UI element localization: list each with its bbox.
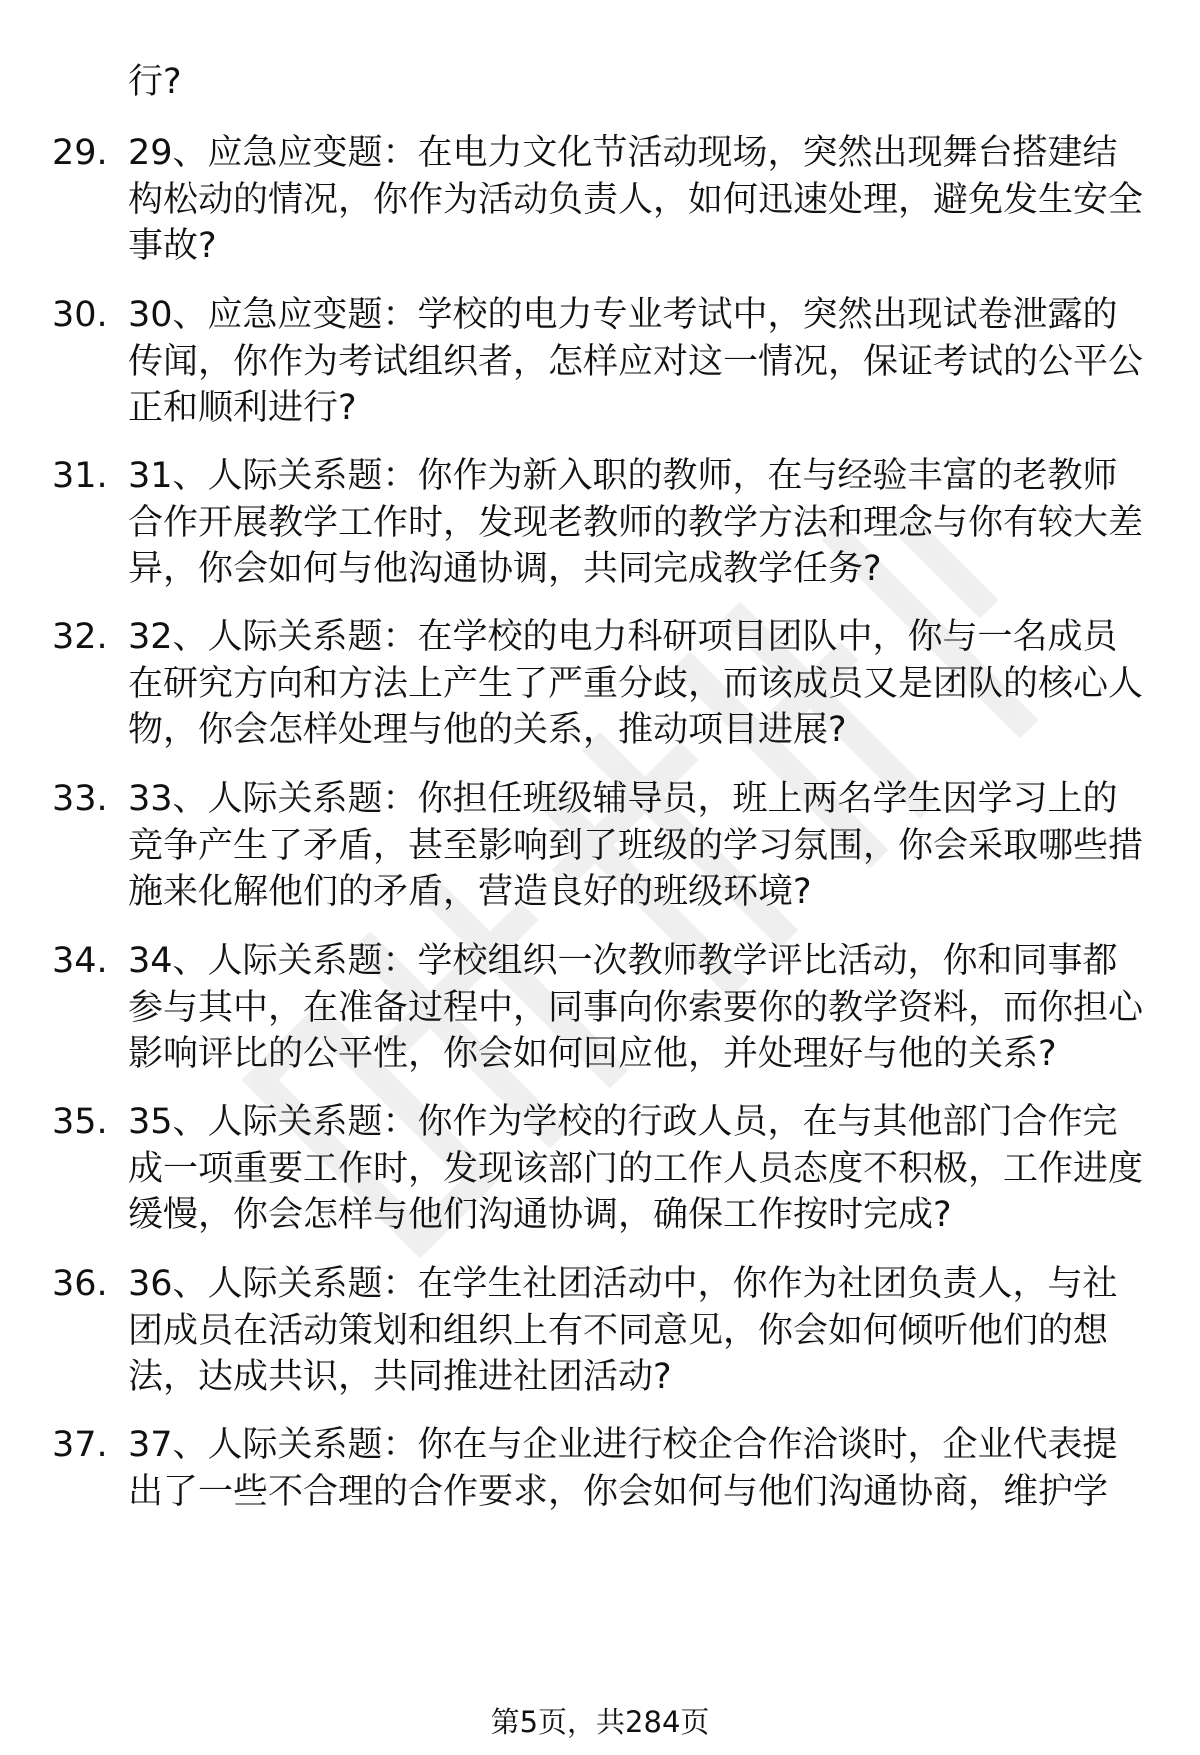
list-item — [52, 938, 1148, 1078]
list-item — [52, 776, 1148, 916]
item-text: 33、人际关系题：你担任班级辅导员，班上两名学生因学习上的竞争产生了矛盾，甚至影响到了班级的学习氛围，你会采取哪些措施来化解他们的矛盾，营造良好的班级环境? — [128, 779, 1144, 912]
list-item — [52, 1261, 1148, 1401]
list-item — [52, 130, 1148, 270]
item-text: 37、人际关系题：你在与企业进行校企合作洽谈时，企业代表提出了一些不合理的合作要求，你会如何与他们沟通协商，维护学 — [128, 1425, 1118, 1512]
item-number: 33. — [52, 779, 108, 819]
item-number: 34. — [52, 941, 108, 981]
item-number: 32. — [52, 617, 108, 657]
item-number: 37. — [52, 1425, 108, 1465]
list-item — [52, 292, 1148, 432]
item-number: 36. — [52, 1264, 108, 1304]
list-item — [52, 1422, 1148, 1515]
continued-text-fragment: 行? — [128, 62, 182, 102]
item-text: 34、人际关系题：学校组织一次教师教学评比活动，你和同事都参与其中，在准备过程中，同事向你索要你的教学资料，而你担心影响评比的公平性，你会如何回应他，并处理好与他的关系? — [128, 941, 1144, 1074]
item-number: 31. — [52, 456, 108, 496]
list-item — [52, 453, 1148, 593]
item-text: 31、人际关系题：你作为新入职的教师，在与经验丰富的老教师合作开展教学工作时，发现老教师的教学方法和理念与你有较大差异，你会如何与他沟通协调，共同完成教学任务? — [128, 456, 1144, 589]
item-text: 32、人际关系题：在学校的电力科研项目团队中，你与一名成员在研究方向和方法上产生了严重分歧，而该成员又是团队的核心人物，你会怎样处理与他的关系，推动项目进展? — [128, 617, 1144, 750]
item-text: 29、应急应变题：在电力文化节活动现场，突然出现舞台搭建结构松动的情况，你作为活动负责人，如何迅速处理，避免发生安全事故? — [128, 133, 1144, 266]
list-item — [52, 614, 1148, 754]
item-text: 30、应急应变题：学校的电力专业考试中，突然出现试卷泄露的传闻，你作为考试组织者，怎样应对这一情况，保证考试的公平公正和顺利进行? — [128, 295, 1144, 428]
page-footer: 第5页，共284页 — [490, 1705, 710, 1739]
item-number: 35. — [52, 1102, 108, 1142]
item-text: 36、人际关系题：在学生社团活动中，你作为社团负责人，与社团成员在活动策划和组织上有不同意见，你会如何倾听他们的想法，达成共识，共同推进社团活动? — [128, 1264, 1118, 1397]
list-item — [52, 1099, 1148, 1239]
item-text: 35、人际关系题：你作为学校的行政人员，在与其他部门合作完成一项重要工作时，发现该部门的工作人员态度不积极，工作进度缓慢，你会怎样与他们沟通协调，确保工作按时完成? — [128, 1102, 1144, 1235]
item-number: 30. — [52, 295, 108, 335]
item-number: 29. — [52, 133, 108, 173]
